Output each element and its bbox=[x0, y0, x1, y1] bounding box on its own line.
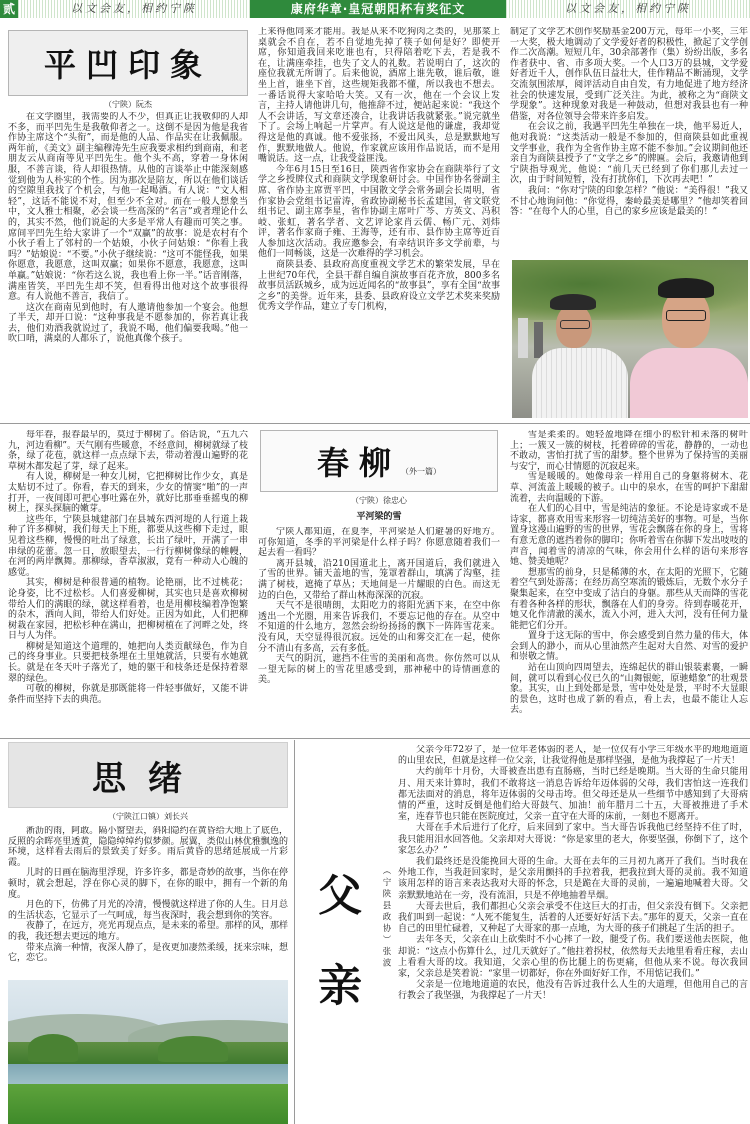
paragraph: 这次在商南见到他时，有人邀请他参加一个宴会。他想了半天，却开口说：“这种事我是不愿参加的，你若真让我去，他们劝酒我就说过了，我说不喝，他们偏要我喝。”他一吹口哨，满桌的人都乐了，说他真像个孩子。 bbox=[8, 302, 248, 345]
paragraph: 父亲今年72岁了，是一位年老体弱的老人，是一位仅有小学三年级水平的地地道道的山里农民，但就是这样一位父亲，让我觉得他是那样坚强，是他为我撑起了一片天！ bbox=[398, 745, 748, 767]
paragraph: 大哥在手术后进行了化疗，后来回到了家中。当大哥告诉我他已经坚持不住了时，我只能用泪水回答他。父亲却对大哥说：“你是家里的老大，你要坚强，你倒下了，这个家怎么办？” bbox=[398, 823, 748, 856]
paragraph: 想那雪的前身，只是稀薄的水，在太阳的光照下，它随着空气到处游荡；在经历高空寒流的锻炼后，无数个水分子聚集起来，在空中变成了洁白的身躯。那些从天而降的雪花有着各种各样的形状，飘落在人们的身旁。待到春暖花开，她又化作清澈的溪水，流入小河，进入大河，没有任何力量能把它们分开。 bbox=[510, 567, 748, 631]
paragraph: 上来得他同来才能用。我是从来不吃狗肉之类的，见那菜上桌就会不自在，若不自觉地先掉了筷子如何是好？即使开席，你知道我回来吃谁也有，只得陪着吃下去，若是我不在，让满座牵挂，也失了文人的礼数。若说明白了，这次的座位我就无所谓了。后来他说，酒席上谁先敬，谁后敬，谁坐上首，谁坐下首，这些规矩我都不懂，所以我也不想去。一番话说得大家哈哈大笑。又有一次，他在一个会议上发言，主持人请他讲几句，他推辞不过，便站起来说：“我这个人不会讲话，写文章还凑合，让我讲话我就紧张。”说完就坐下了。会场上响起一片掌声。有人说这是他的谦虚，我却觉得这是他的真诚。他不爱张扬，不爱出风头，总是默默地写作，默默地做人。他说，作家就应该用作品说话，而不是用嘴说话。这一点，让我受益匪浅。 bbox=[258, 27, 500, 165]
photo-right-man-hair bbox=[658, 278, 714, 298]
article2-title-suffix: （外一篇） bbox=[401, 467, 441, 476]
header-slogan-right: 以文会友，相约宁陕 bbox=[506, 0, 750, 18]
paragraph: 今年6月15日至16日，陕西省作家协会在商陕举行了文学之乡授牌仪式和商陕文学现象研讨会。中国作协名誉副主席、省作协主席贾平凹，中国散文学会常务副会长周明，省作家协会党组书记雷涛，省政协副秘书长孟建国，省文联党组书记、副主席李星，省作协副主席叶广芩、方英文、冯积岐、张虹，著名学者、文艺评论家肖云儒、畅广元、刘炜评，著名作家商子雍、王海等，还有市、县作协主席等近百人参加这次活动。我应邀参会，有幸结识许多文学前辈，与他们一同畅谈，这是一次难得的学习机会。 bbox=[258, 164, 500, 260]
paragraph: 这些年，宁陕县城建部门在县城东西河堤的人行道上栽种了许多柳树，我们每天上下班，都要从这些柳下走过，眼见着这些柳，慢慢的吐出了绿意，长出了绿叶，开满了一串串绿的花蕾。忽一日，放眼望去，一行行柳树像绿的帷幔，在河的两岸飘舞。那柳绿，香草淑淑，竟有一种动人心魄的感觉。 bbox=[8, 514, 248, 578]
paragraph: 带来点滴一种情，夜深人静了，是夜更加凄然柔缓，抚来宗味，想它，恋它。 bbox=[8, 942, 288, 964]
landscape-tree bbox=[158, 1036, 228, 1062]
paragraph: 月色的下，仿佛了月光的冷清，慢慢就这样进了你的人生。日月总的生活状态，它显示了一气呵成，每当夜深时，我会想到你的笑容。 bbox=[8, 900, 288, 921]
photo-left-man-shirt bbox=[532, 348, 628, 418]
article2-byline: （宁陕）徐忠心 bbox=[351, 496, 407, 505]
photo-right-man-glasses bbox=[666, 310, 706, 321]
article3-title: 思绪 bbox=[92, 758, 204, 799]
paragraph: 在文学圈里，我需要的人不少，但真正让我敬仰的人却不多，而平凹先生是我敬仰者之一。这倒不是因为他是我省作协主席这个“头衔”，而是他的人品、作品实在让我佩服。两年前，《美文》副主编穆涛先生应我要求相约到商南，和老朋友云从商南等见平凹先生。他个头不高，穿着一身休闲服，不善言谈，待人却很热情。从他的言谈举止中能深刻感觉到他为人朴实的个性。因为那次是陪友，所以在他们谈话的空隙里我找了个机会，与他一起喝酒。有人说：“文人相轻”，这话不能说不对，但至少不全对。而在一般人想象当中，文人雅士相聚，必会谈一些高深的“名言”或者理论什么的，其实不然，他们说起的大多是平常人有趣而可笑之事。席间平凹先生给大家讲了一个“双赢”的故事：说是农村有个小伙子看上了邻村的一个姑娘，小伙子问姑娘：“你看上我吗？”姑娘说：“不要。”小伙子继续说：“这可不能怪我，如果你愿意，我愿意，这叫双赢；如果你不愿意，我愿意，这叫单赢。”姑娘说：“你若这么说，我也看上你一半。”话音刚落，满座皆笑，平凹先生却不笑，但看得出他对这个故事很得意。有人说他不善言，我信了。 bbox=[8, 112, 248, 303]
landscape-grass-field bbox=[8, 1084, 288, 1124]
photo-right-man-shirt bbox=[630, 348, 748, 418]
paragraph: 天气的阴沉，遮挡不住雪的美丽和高贵。你仿然可以从一望无际的树上的雪花里感受到，那神秘中的诗情画意的美。 bbox=[258, 654, 500, 686]
article3-byline: （宁陕江口镇）刘长兴 bbox=[108, 812, 188, 821]
paragraph: 置身于这无际的雪中，你会感受到自然力量的伟大，体会到人的渺小，而从心里油然产生起对大自然、对雪的爱护和崇敬之情。 bbox=[510, 631, 748, 663]
landscape-tree bbox=[28, 1034, 78, 1062]
article2-title-box bbox=[260, 430, 498, 492]
article1-byline: （宁陕）阮杰 bbox=[104, 100, 152, 109]
page-number-badge: 贰 bbox=[0, 0, 18, 18]
photo-two-men bbox=[512, 260, 748, 418]
paragraph: 天气不是很晴朗，太阳吃力的将阳光洒下来，在空中你透出一个光圈，用来告诉我们，不要忘记他的存在。从空中不知道的什么地方，忽然会纷纷扬扬的飘下一阵阵雪花来。没有风，天空显得很沉寂。远处的山和雾交汇在一起，使你分不清山有多高，云有多低。 bbox=[258, 601, 500, 654]
paragraph: 可敬的柳树，你就是那既能将一件轻事做好，又能不讲条件而坚持下去的典范。 bbox=[8, 684, 248, 705]
photo-left-man-glasses bbox=[560, 320, 590, 329]
column-divider bbox=[294, 740, 295, 1124]
paragraph: 柳树是知道这个道理的，她把向人类贡献绿色，作为自己的终身事业。只要把枝条埋在土里她就活，只要有水她就长。就是在冬天叶子落光了，她的躯干和枝条还是保持着翠翠的绿色。 bbox=[8, 641, 248, 684]
article2-title: 春柳 bbox=[316, 444, 401, 482]
article1-title-box bbox=[8, 30, 248, 96]
photo-bystander bbox=[518, 318, 528, 358]
paragraph: 大哥去世后，我们都担心父亲会承受不住这巨大的打击，但父亲没有倒下。父亲把我们叫到一起说：“人死不能复生，活着的人还要好好活下去。”那年的夏天，父亲一直在自己的田里忙碌着，又种起了大哥家的那一点地，为大哥的孩子们挑起了生活的担子。 bbox=[398, 901, 748, 935]
header-banner: 康府华章·皇冠朝阳杯有奖征文 bbox=[250, 0, 506, 18]
paragraph: 在会议之前，我遇平凹先生单独在一块，他平易近人，他对我说：“这类活动一般是不参加的，但商陕县如此重视文学事业，我作为全省作协主席不能不参加。”会议期间他还亲自为商陕县授予了“文学之乡”的牌匾。会后，我邀请他到宁陕指导观光，他说：“前几天已经到了你们那儿去过一次，由于时间短暂，没有打扰你们，下次再去吧！” bbox=[510, 122, 748, 186]
section-divider bbox=[0, 423, 750, 424]
paragraph: 大约前年十月份，大哥被查出患有直肠癌，当时已经是晚期。当大哥的生命只能用月、用天来计算时，我们不敢将这一消息告诉给年迈体弱的父母，我们害怕这一连我们都无法面对的消息，将年迈体弱的父母击垮。但父母还是从一些细节中感知到了大哥病情的严重，这时反倒是他们给大哥鼓气、加油！前年腊月二十五，大哥被推进了手术室，连春节也只能在医院度过，父亲一直守在大哥的床前，一刻也不愿离开。 bbox=[398, 767, 748, 823]
paragraph: 其实，柳树是种很普通的植物。论艳丽，比不过桃花；论身姿，比不过松杉。人们喜爱柳树，其实也只是喜欢柳树带给人们的满眼的绿，就这样看着，也是用柳枝编着净饱繁的杂木，洒向人间，带给人们好处。正因为如此，人们把柳树栽在家园，把松杉种在满山，把柳树植在了河畔之处，终日与人为伴。 bbox=[8, 578, 248, 642]
article1-column-1 bbox=[8, 112, 248, 418]
paragraph: 宁陕人都知道，在夏季，平河梁是人们避暑的好地方。可你知道，冬季的平河梁是什么样子吗？你愿意随着我们一起去看一看吗？ bbox=[258, 527, 500, 559]
paragraph: 离开县城，沿210国道北上，离开国道后，我们就进入了雪的世界。铺天盖地的雪，笼罩着群山，填满了沟壑，挂满了树枝，遮掩了草丛；天地间是一片耀眼的白色。而这无边的白色，又带给了群山林海深深的沉寂。 bbox=[258, 558, 500, 601]
article3-title-box bbox=[8, 742, 288, 808]
article1-column-3 bbox=[510, 27, 748, 255]
paragraph: 淅沥的雨，阿敢。隔小窗望去，斜阳隐约在黄昏给大地上了底色，反照的余晖亮里透黄，隐隐绰绰约似梦颜。展翼，类似山林优雅飘逸的环境，这样看去雨后的景致美了好多。雨后黄昏的思绪延展成一片彩霞。 bbox=[8, 826, 288, 868]
article2-snow-column-1 bbox=[258, 527, 500, 735]
paragraph: 去年冬天，父亲在山上砍柴时不小心摔了一跤，腿受了伤。我们要送他去医院，他却说：“这点小伤算什么，过几天就好了。”他拄着拐杖，依然每天去地里看看庄稼，去山上看看大哥的坟。我知道，父亲心里的伤比腿上的伤更痛，但他从来不说。每次我回家，父亲总是笑着说：“家里一切都好，你在外面好好工作，不用惦记我们。” bbox=[398, 935, 748, 980]
paragraph: 商陕县委、县政府高度重视文学艺术的繁荣发展，早在上世纪70年代，全县干群自编自演故事百花齐放，800多名故事员活跃城乡，成为远近闻名的“故事县”，享有全国“故事之乡”的美誉。近年来，县委、县政府设立文学艺术奖来奖励优秀文学作品，建立了专门机构， bbox=[258, 260, 500, 313]
paragraph: 我问：“你对宁陕的印象怎样？”他说：“美得很！”我又不甘心地询问他：“你觉得，秦岭最美是哪里？”他却笑着回答：“在每个人的心里，自己的家乡应该是最美的！” bbox=[510, 185, 748, 218]
paragraph: 站在山顶向四周望去，连绵起伏的群山银装素裹，一瞬间，就可以看到心仪已久的“山舞银蛇，原驰蜡象”的壮观景象。其实，山上到处都是景，雪中处处是景，平时不大显眼的景色，这时也成了新的看点，看上去，也最不能让人忘去。 bbox=[510, 663, 748, 716]
paragraph: 父亲是一位地地道道的农民，他没有告诉过我什么人生的大道理，但他用自己的言行教会了我坚强，为我撑起了一片天！ bbox=[398, 980, 748, 1002]
article2-snow-column-2 bbox=[510, 430, 748, 735]
article4-byline: （宁陕县政协）张波 bbox=[381, 866, 391, 970]
landscape-water bbox=[8, 1064, 288, 1084]
article3-body bbox=[8, 826, 288, 976]
article2-willow-column bbox=[8, 430, 248, 735]
paragraph: 儿时的日画在脑海里浮现，许多许多，都是奇妙的故事，当你在停顿时，就会想起，浮在你心灵的脚下，在你的眼中，拥有一个新的角度。 bbox=[8, 868, 288, 900]
paragraph: 在人们的心目中，雪是纯洁的象征。不论是诗家或不是诗家，都喜欢用雪来形容一切纯洁美好的事物。可是，当你置身这漫山遍野的雪的世界，雪花会飘落在你的身上，雪将有意无意的遮挡着你的脚印；你听着雪在你脚下发出吱吱的声音，闻着雪的清凉的气味，你会用什么样的语句来形容她、赞美她呢？ bbox=[510, 504, 748, 568]
paragraph: 我们最终还是没能挽回大哥的生命。大哥在去年的三月初九离开了我们。当时我在外地工作，当我赶回家时，是父亲用颤抖的手拉着我，把我拉到大哥的灵前。我不知道该用怎样的语言来表达我对大哥的怀念，只是跪在大哥的灵前，一遍遍地喊着大哥。父亲默默地站在一旁，没有流泪，只是不停地抽着旱烟。 bbox=[398, 857, 748, 901]
paragraph: 夜静了，在远方，亮光再现点点，是未来的希望。那样的风，那样的我，我还想去更远的地方。 bbox=[8, 921, 288, 942]
paragraph: 雪是柔柔的。她轻盈地降在细小的松针和未落的树叶上；一簇又一簇的树枝，托着碎碎的雪花，静静的，一动也不敢动，害怕打扰了雪的甜梦。整个世界为了保持雪的美丽与安宁，而心甘情愿的沉寂起来。 bbox=[510, 430, 748, 472]
article4-title: 父亲 bbox=[310, 872, 361, 1052]
article2-snow-subtitle: 平河梁的雪 bbox=[356, 512, 402, 522]
photo-bystander bbox=[534, 322, 543, 358]
header-slogan-left: 以文会友，相约宁陕 bbox=[18, 0, 250, 18]
photo-left-man-hair bbox=[550, 294, 596, 310]
article1-title: 平凹印象 bbox=[43, 46, 212, 84]
paragraph: 每年春，报春最早的，莫过于柳树了。俗话说，“五九六九，河边看柳”。天气刚有些暖意，不经意间，柳树就绿了枝条，绿了花苞，就这样一点点绿下去，带动着漫山遍野的花草树木都发起了芽，绿了起来。 bbox=[8, 430, 248, 472]
section-divider bbox=[0, 738, 750, 739]
paragraph: 制定了文学艺术创作奖励基金200万元，每年一小奖，三年一大奖，极大地调动了文学爱好者的积极性，掀起了文学创作二次高潮。短短几年，30余部著作（集）纷纷出版，多名作者获中、省、市多项大奖。一个人口3万的县城，文学爱好者近千人，创作队伍日益壮大，佳作精品不断涌现，文学交流氛围浓厚，阅评活动自由自发，有力地促进了地方经济社会的快速发展，受到广泛关注。为此，被称之为“商陕文学现象”。这种现象对我是一种鼓动，但想对我县也有一种借鉴，对各位领导会带来许多启发。 bbox=[510, 27, 748, 122]
paragraph: 有人说，柳树是一种女儿树，它把柳树比作少女，真是太贴切不过了。你看，春天的到来，少女的情窦“啪”的一声打开，一夜间即可把心事吐露在外，就好比那垂垂摇曳的柳树上，探头探脑的嫩芽。 bbox=[8, 472, 248, 515]
article1-column-2 bbox=[258, 27, 500, 419]
landscape-photo bbox=[8, 980, 288, 1124]
article4-body bbox=[398, 745, 748, 1124]
paragraph: 雪是暖暖的。她像母亲一样用自己的身躯将树木、花草、河流盖上暖暖的被子。山中的泉水，在雪的呵护下甜甜流着，去向温暖的下游。 bbox=[510, 472, 748, 504]
